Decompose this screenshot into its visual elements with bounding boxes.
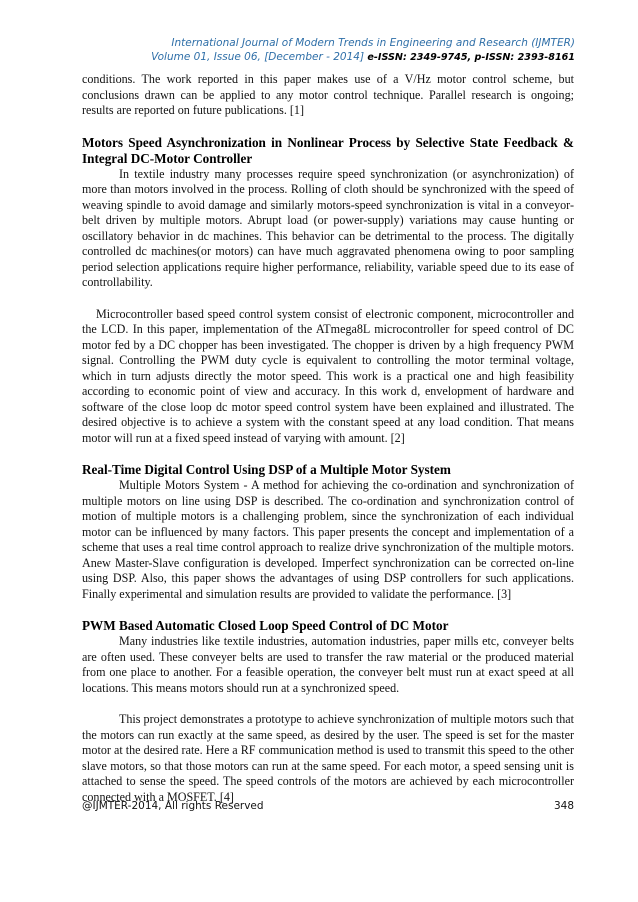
section-paragraph: Many industries like textile industries, automation industries, paper mills etc, conveyer belts are often used. These conveyer belts are used to transfer the raw material or the produced material from one place to another. For a feasible operation, the conveyer belt must run at exact speed at all locations. This means motors should run at a synchronized speed. <box>82 634 574 695</box>
page-number: 348 <box>553 800 574 812</box>
section-heading-real-time-dsp: Real-Time Digital Control Using DSP of a Multiple Motor System <box>82 462 451 477</box>
footer-copyright: @IJMTER-2014, All rights Reserved <box>82 800 264 812</box>
section-paragraph: This project demonstrates a prototype to achieve synchronization of multiple motors such that the motors can run exactly at the same speed, as desired by the user. The speed is set for the master motor at the desired rate. Here a RF communication method is used to transmit this speed to the other slave motors, so that those motors can run at the same speed. For each motor, a speed sensing unit is attached to sense the speed. The speed controls of the motors are achieved by each microcontroller connected with a MOSFET. [4] <box>82 712 574 804</box>
journal-title: International Journal of Modern Trends in Engineering and Research (IJMTER) <box>171 37 575 49</box>
journal-issn: e-ISSN: 2349-9745, p-ISSN: 2393-8161 <box>367 52 575 63</box>
intro-paragraph: conditions. The work reported in this paper makes use of a V/Hz motor control scheme, but conclusions drawn can be applied to any motor control technique. Parallel research is ongoing; results are reported on future publications. [1] <box>82 72 574 117</box>
journal-issue-line <box>151 51 575 63</box>
section-heading-pwm-closed-loop: PWM Based Automatic Closed Loop Speed Control of DC Motor <box>82 618 449 633</box>
section-heading-speed-asynchronization: Motors Speed Asynchronization in Nonlinear Process by Selective State Feedback & Integral DC-Motor Controller <box>82 134 574 166</box>
section-paragraph: In textile industry many processes require speed synchronization (or asynchronization) of more than motors involved in the process. Rolling of cloth should be synchronized with the speed of weaving spindle to avoid damage and similarly motors-speed synchronization is vital in a conveyor-belt driven by multiple motors. Abrupt load (or power-supply) variations may cause hunting or oscillatory behavior in dc machines. This behavior can be detrimental to the process. The digitally controlled dc machines(or motors) can have much aggravated phenomena owing to poor sampling period selection applications require higher performance, reliability, variable speed due to its ease of controllability. <box>82 166 574 289</box>
section-paragraph: Multiple Motors System - A method for achieving the co-ordination and synchronization of multiple motors on line using DSP is described. The co-ordination and synchronization control of motion of multiple motors is a challenging problem, since the synchronization of each individual motor can be influenced by many factors. This paper presents the concept and implementation of a scheme that uses a real time control approach to realize drive synchronization of the multiple motors. Anew Master-Slave configuration is developed. Imperfect synchronization can be corrected on-line using DSP. Also, this paper shows the advantages of using DSP controllers for such applications. Finally experimental and simulation results are provided to validate the performance. [3] <box>82 478 574 601</box>
section-paragraph: Microcontroller based speed control system consist of electronic component, microcontroller and the LCD. In this paper, implementation of the ATmega8L microcontroller for speed control of DC motor fed by a DC chopper has been investigated. The chopper is driven by a high frequency PWM signal. Controlling the PWM duty cycle is equivalent to controlling the motor terminal voltage, which in turn adjusts directly the motor speed. This work is a practical one and high feasibility according to economic point of view and accuracy. In this work d, envelopment of hardware and software of the close loop dc motor speed control system have been explained and illustrated. The desired objective is to achieve a system with the constant speed at any load condition. That means motor will run at a fixed speed instead of varying with amount. [2] <box>82 306 574 445</box>
article-body <box>82 72 574 805</box>
journal-issue: Volume 01, Issue 06, [December - 2014] <box>151 51 365 63</box>
